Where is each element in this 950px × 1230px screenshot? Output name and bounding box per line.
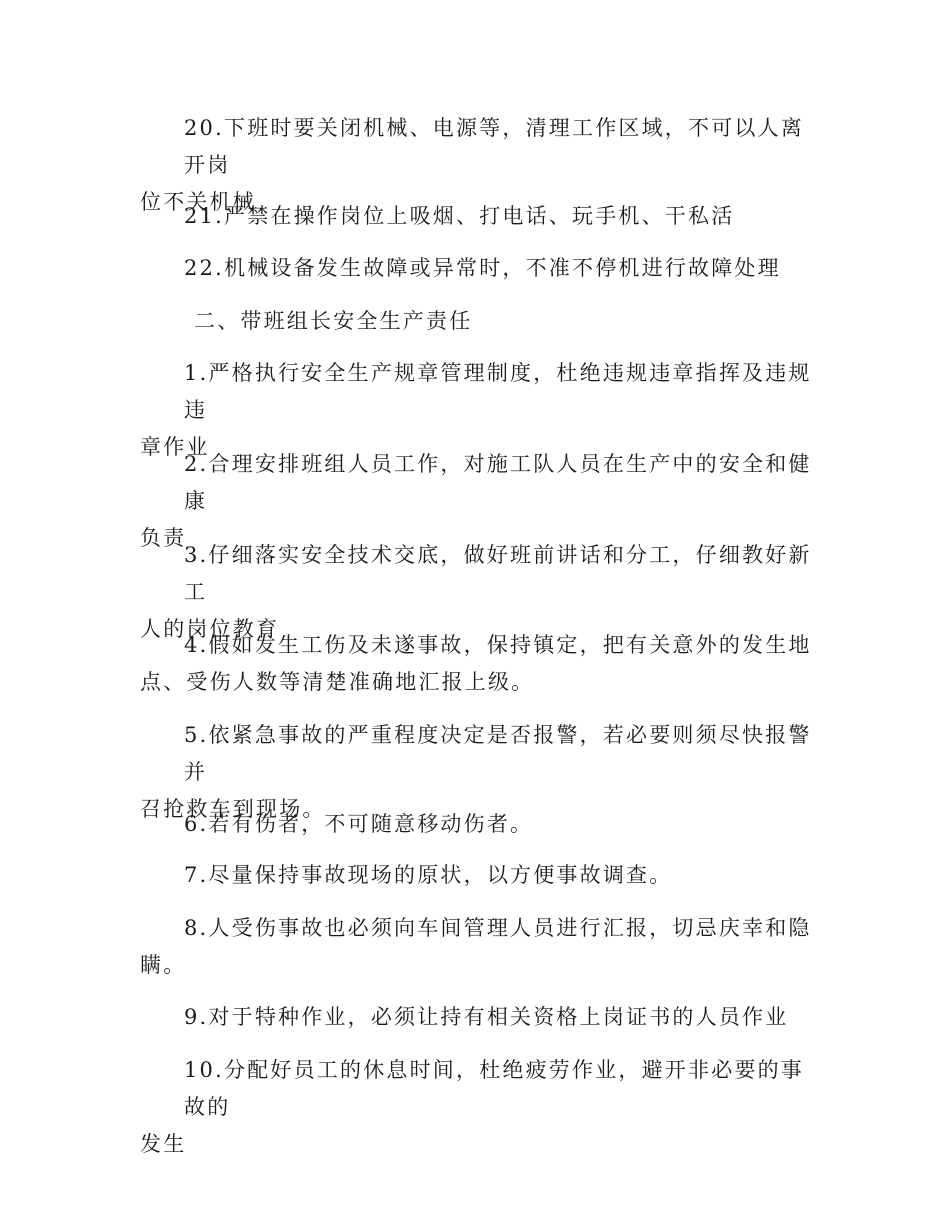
paragraph-item-22 xyxy=(140,250,820,287)
paragraph-item-6 xyxy=(140,806,820,843)
paragraph-item-21 xyxy=(140,198,820,235)
paragraph-line: 负责 xyxy=(140,526,187,550)
paragraph-line: 20.下班时要关闭机械、电源等，清理工作区域，不可以人离开岗 xyxy=(184,116,804,177)
paragraph-line: 人的岗位教育 xyxy=(140,617,280,641)
paragraph-line: 瞒。 xyxy=(140,953,187,977)
paragraph-line: 5.依紧急事故的严重程度决定是否报警，若必要则须尽快报警并 xyxy=(184,723,812,784)
paragraph-line: 8.人受伤事故也必须向车间管理人员进行汇报，切忌庆幸和隐 xyxy=(184,916,812,940)
paragraph-item-9 xyxy=(140,999,820,1036)
paragraph-item-10 xyxy=(140,1052,820,1163)
paragraph-item-7 xyxy=(140,857,820,894)
paragraph-line: 3.仔细落实安全技术交底，做好班前讲话和分工，仔细教好新工 xyxy=(184,543,812,604)
paragraph-line: 1.严格执行安全生产规章管理制度，杜绝违规违章指挥及违规违 xyxy=(184,361,812,422)
paragraph-item-8 xyxy=(140,910,820,984)
section-heading: 二、带班组长安全生产责任 xyxy=(194,309,473,333)
paragraph-line: 22.机械设备发生故障或异常时，不准不停机进行故障处理 xyxy=(184,256,781,280)
paragraph-item-4 xyxy=(140,627,820,701)
paragraph-line: 发生 xyxy=(140,1132,187,1156)
paragraph-line: 7.尽量保持事故现场的原状，以方便事故调查。 xyxy=(184,863,673,887)
paragraph-line: 位不关机械 xyxy=(140,190,256,214)
paragraph-line: 点、受伤人数等清楚准确地汇报上级。 xyxy=(140,670,535,694)
paragraph-line: 2.合理安排班组人员工作，对施工队人员在生产中的安全和健康 xyxy=(184,452,812,513)
paragraph-line: 6.若有伤者，不可随意移动伤者。 xyxy=(184,812,534,836)
paragraph-line: 召抢救车到现场。 xyxy=(140,797,326,821)
paragraph-line: 章作业 xyxy=(140,435,210,459)
paragraph-line: 9.对于特种作业，必须让持有相关资格上岗证书的人员作业 xyxy=(184,1005,789,1029)
paragraph-line: 21.严禁在操作岗位上吸烟、打电话、玩手机、干私活 xyxy=(184,204,735,228)
paragraph-line: 10.分配好员工的休息时间，杜绝疲劳作业，避开非必要的事故的 xyxy=(184,1058,804,1119)
paragraph-line: 4.假如发生工伤及未遂事故，保持镇定，把有关意外的发生地 xyxy=(184,633,812,657)
